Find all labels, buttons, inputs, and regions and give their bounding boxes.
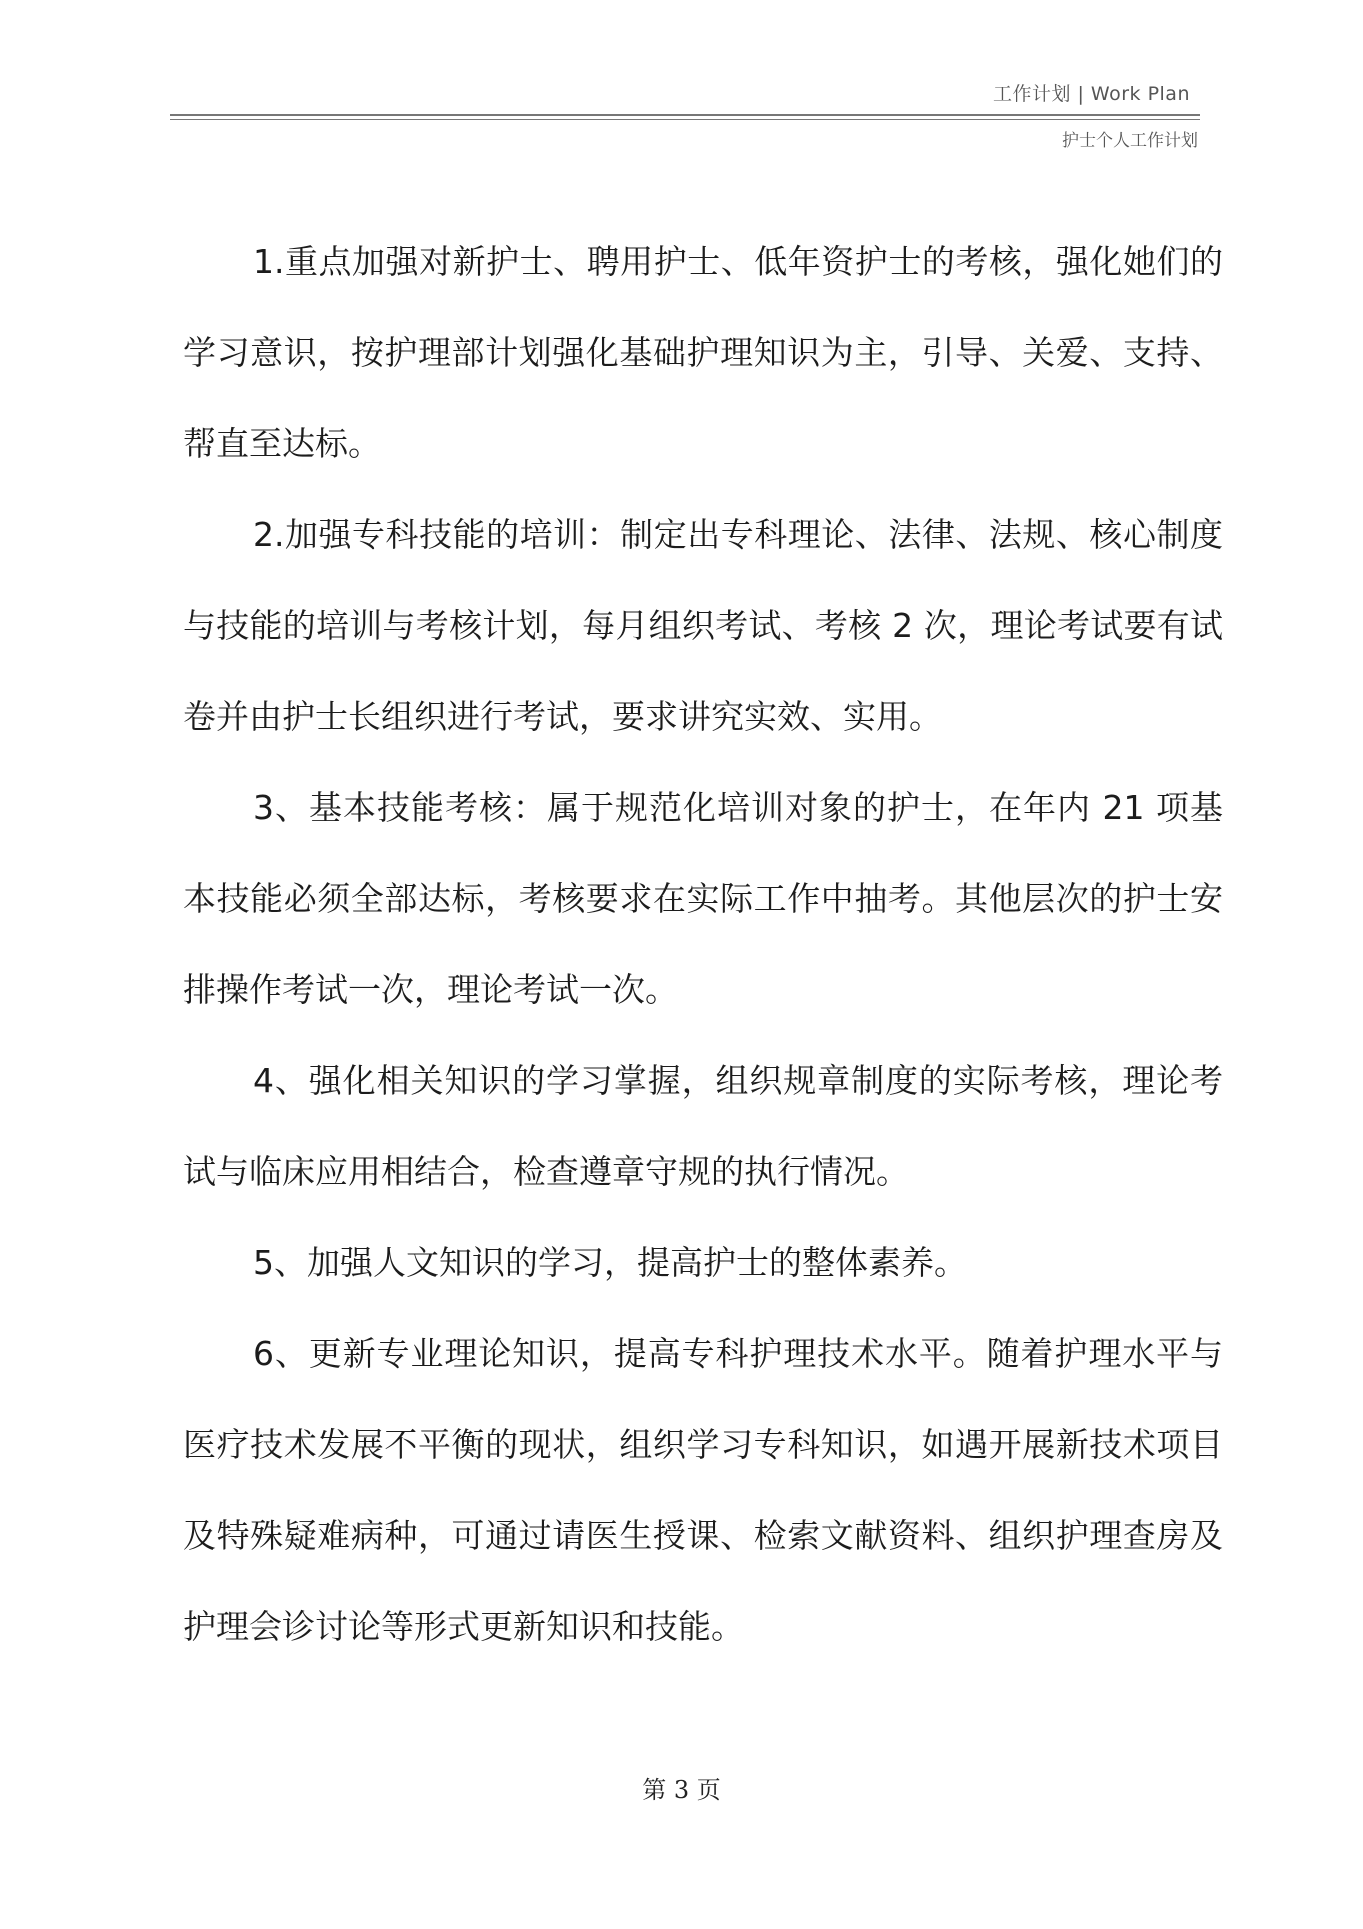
page-header	[170, 80, 1200, 153]
document-body	[183, 216, 1223, 1672]
paragraph-4: 4、强化相关知识的学习掌握，组织规章制度的实际考核，理论考试与临床应用相结合，检查遵章守规的执行情况。	[183, 1061, 1223, 1191]
paragraph-1: 1.重点加强对新护士、聘用护士、低年资护士的考核，强化她们的学习意识，按护理部计划强化基础护理知识为主，引导、关爱、支持、帮直至达标。	[183, 242, 1223, 463]
header-divider	[170, 114, 1200, 116]
header-title: 工作计划 | Work Plan	[992, 83, 1190, 105]
header-subtitle: 护士个人工作计划	[1062, 131, 1198, 151]
paragraph-2: 2.加强专科技能的培训：制定出专科理论、法律、法规、核心制度与技能的培训与考核计划，每月组织考试、考核 2 次，理论考试要有试卷并由护士长组织进行考试，要求讲究实效、实用。	[183, 515, 1223, 736]
header-divider-thin	[170, 119, 1200, 120]
page-number: 第 3 页	[642, 1776, 721, 1804]
paragraph-6: 6、更新专业理论知识，提高专科护理技术水平。随着护理水平与医疗技术发展不平衡的现状，组织学习专科知识，如遇开展新技术项目及特殊疑难病种，可通过请医生授课、检索文献资料、组织护理查房及护理会诊讨论等形式更新知识和技能。	[183, 1334, 1223, 1646]
paragraph-5: 5、加强人文知识的学习，提高护士的整体素养。	[253, 1243, 967, 1282]
paragraph-3: 3、基本技能考核：属于规范化培训对象的护士，在年内 21 项基本技能必须全部达标，考核要求在实际工作中抽考。其他层次的护士安排操作考试一次，理论考试一次。	[183, 788, 1223, 1009]
